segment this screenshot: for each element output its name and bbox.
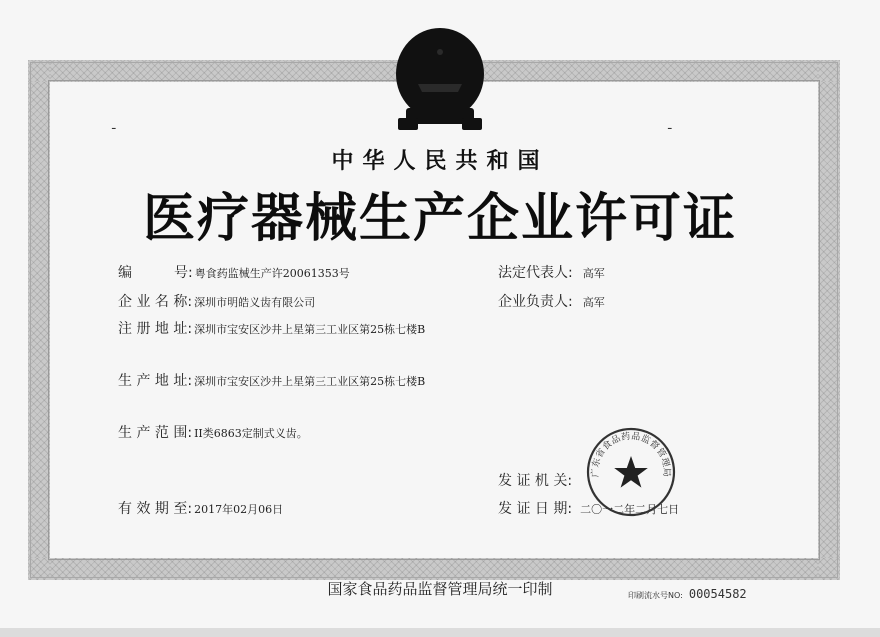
field-production-scope: [118, 422, 308, 442]
field-number: [118, 262, 350, 282]
field-company-name-value: 深圳市明皓义齿有限公司: [194, 296, 316, 309]
certificate-title: 医疗器械生产企业许可证: [142, 189, 737, 249]
field-company-name: [118, 291, 315, 311]
field-valid-until: [118, 498, 283, 518]
field-issue-date-label: 发 证 日 期:: [498, 501, 573, 517]
footer-printer: 国家食品药品监督管理局统一印制: [327, 580, 553, 598]
field-registered-address: [118, 318, 425, 338]
field-company-principal: [498, 291, 605, 311]
field-production-address-label: 生 产 地 址:: [118, 373, 193, 389]
official-seal: [585, 426, 677, 518]
star-icon: [614, 456, 648, 488]
field-issue-date-value: 二〇一二年二月七日: [580, 503, 680, 516]
corner-mark-left: ـ: [112, 118, 116, 132]
serial-number: [628, 583, 747, 602]
field-production-scope-label: 生 产 范 围:: [118, 425, 193, 441]
field-issuing-authority-label: 发 证 机 关:: [498, 473, 573, 489]
field-company-principal-value: 高军: [582, 296, 605, 309]
field-legal-representative-label: 法定代表人:: [498, 265, 573, 281]
field-number-label: 编 号:: [118, 265, 193, 281]
field-company-name-label: 企 业 名 称:: [118, 294, 193, 310]
serial-number-value: 00054582: [688, 587, 747, 601]
svg-text:广东省食品药品监督管理局: 广东省食品药品监督管理局: [590, 431, 672, 478]
field-registered-address-value: 深圳市宝安区沙井上星第三工业区第25栋七楼B: [194, 323, 426, 336]
corner-mark-right: ـ: [668, 118, 672, 132]
field-production-scope-value: II类6863定制式义齿。: [194, 427, 308, 440]
field-legal-representative-value: 高军: [582, 267, 605, 280]
field-production-address-value: 深圳市宝安区沙井上星第三工业区第25栋七楼B: [194, 375, 426, 388]
national-emblem-icon: [388, 22, 492, 134]
field-issuing-authority: [498, 470, 574, 490]
field-valid-until-value: 2017年02月06日: [194, 503, 284, 516]
country-name: 中华人民共和国: [331, 149, 549, 174]
field-production-address: [118, 370, 425, 390]
serial-number-label: 印刷流水号NO:: [628, 591, 683, 600]
field-legal-representative: [498, 262, 605, 282]
field-company-principal-label: 企业负责人:: [498, 294, 573, 310]
field-number-value: 粤食药监械生产许20061353号: [194, 267, 350, 280]
field-valid-until-label: 有 效 期 至:: [118, 501, 193, 517]
field-registered-address-label: 注 册 地 址:: [118, 321, 193, 337]
scan-edge-band: [0, 628, 880, 637]
